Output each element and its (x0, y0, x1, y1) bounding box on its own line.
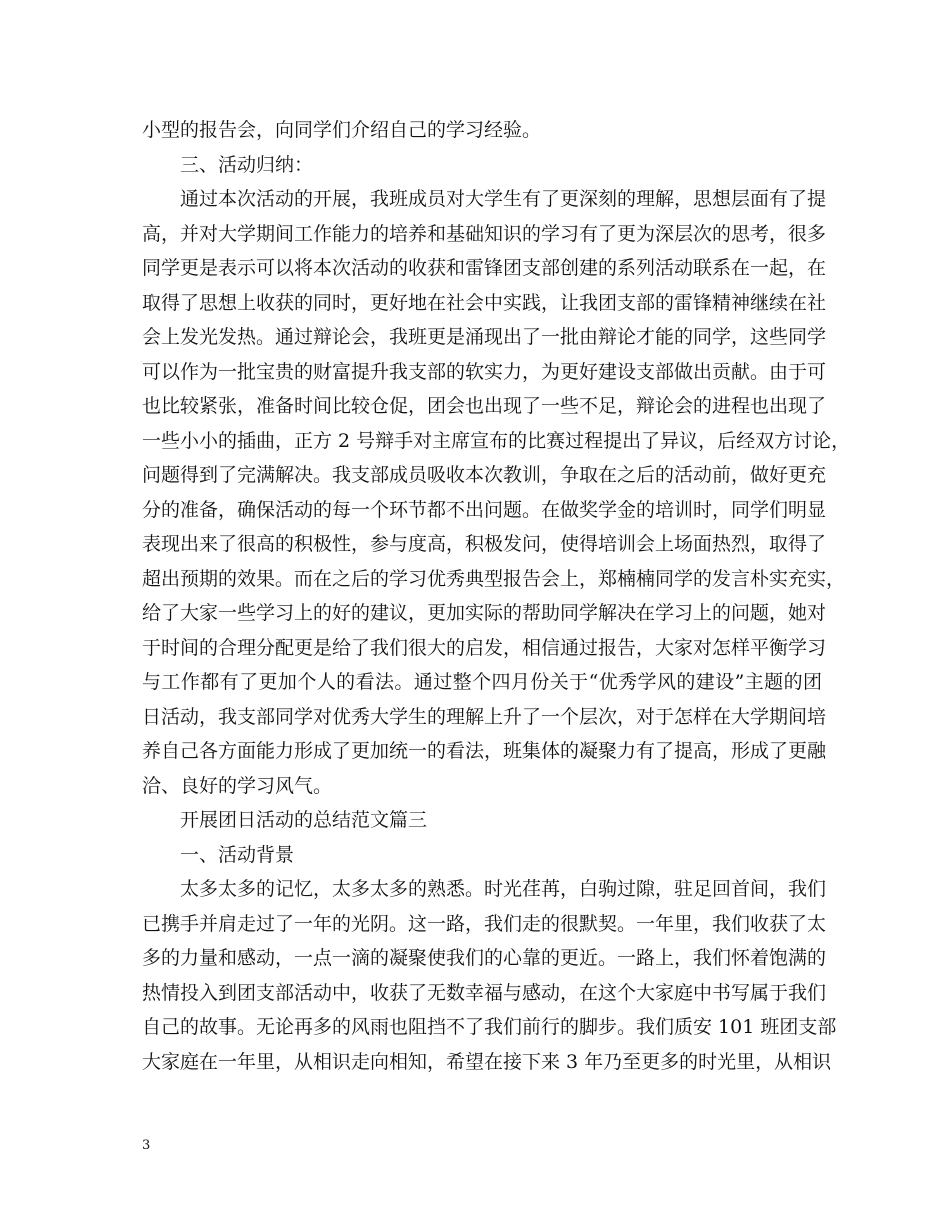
text-line: 超出预期的效果。而在之后的学习优秀典型报告会上，郑楠楠同学的发言朴实充实， (142, 567, 846, 590)
text-line: 通过本次活动的开展，我班成员对大学生有了更深刻的理解，思想层面有了提 (180, 188, 827, 210)
text-line: 自己的故事。无论再多的风雨也阻挡不了我们前行的脚步。我们质安 101 班团支部 (142, 1016, 837, 1038)
text-line: 也比较紧张，准备时间比较仓促，团会也出现了一些不足，辩论会的进程也出现了 (142, 395, 827, 417)
text-line: 多的力量和感动，一点一滴的凝聚使我们的心靠的更近。一路上，我们怀着饱满的 (142, 947, 827, 969)
text-line: 养自己各方面能力形成了更加统一的看法，班集体的凝聚力有了提高，形成了更融 (142, 740, 827, 762)
text-line: 一些小小的插曲，正方 2 号辩手对主席宣布的比赛过程提出了异议，后经双方讨论， (142, 429, 851, 452)
text-line: 于时间的合理分配更是给了我们很大的启发，相信通过报告，大家对怎样平衡学习 (142, 636, 827, 659)
text-line: 日活动，我支部同学对优秀大学生的理解上升了一个层次，对于怎样在大学期间培 (142, 705, 827, 728)
text-line: 可以作为一批宝贵的财富提升我支部的软实力，为更好建设支部做出贡献。由于可 (142, 360, 827, 383)
text-line: 分的准备，确保活动的每一个环节都不出问题。在做奖学金的培训时，同学们明显 (142, 498, 827, 521)
text-line: 会上发光发热。通过辩论会，我班更是涌现出了一批由辩论才能的同学，这些同学 (142, 326, 827, 348)
text-line: 已携手并肩走过了一年的光阴。这一路，我们走的很默契。一年里，我们收获了太 (142, 912, 827, 935)
text-line: 洽、良好的学习风气。 (142, 774, 333, 797)
text-line: 热情投入到团支部活动中，收获了无数幸福与感动，在这个大家庭中书写属于我们 (142, 981, 827, 1004)
page-number: 3 (142, 1138, 151, 1153)
text-line: 与工作都有了更加个人的看法。通过整个四月份关于“优秀学风的建设”主题的团 (142, 671, 822, 693)
text-line: 问题得到了完满解决。我支部成员吸收本次教训，争取在之后的活动前，做好更充 (142, 464, 827, 486)
text-line: 三、活动归纳： (180, 153, 314, 176)
text-line: 高，并对大学期间工作能力的培养和基础知识的学习有了更为深层次的思考，很多 (142, 222, 827, 245)
text-line: 表现出来了很高的积极性，参与度高，积极发问，使得培训会上场面热烈，取得了 (142, 533, 827, 555)
text-line: 大家庭在一年里，从相识走向相知，希望在接下来 3 年乃至更多的时光里，从相识 (142, 1050, 832, 1073)
text-line: 同学更是表示可以将本次活动的收获和雷锋团支部创建的系列活动联系在一起，在 (142, 257, 827, 279)
text-line: 给了大家一些学习上的好的建议，更加实际的帮助同学解决在学习上的问题，她对 (142, 602, 827, 624)
text-line: 太多太多的记忆，太多太多的熟悉。时光荏苒，白驹过隙，驻足回首间，我们 (180, 878, 827, 900)
text-line: 开展团日活动的总结范文篇三 (180, 809, 428, 831)
text-line: 取得了思想上收获的同时，更好地在社会中实践，让我团支部的雷锋精神继续在社 (142, 291, 827, 314)
text-line: 小型的报告会，向同学们介绍自己的学习经验。 (142, 119, 542, 141)
document-body (142, 113, 851, 1079)
text-line: 一、活动背景 (180, 843, 295, 866)
